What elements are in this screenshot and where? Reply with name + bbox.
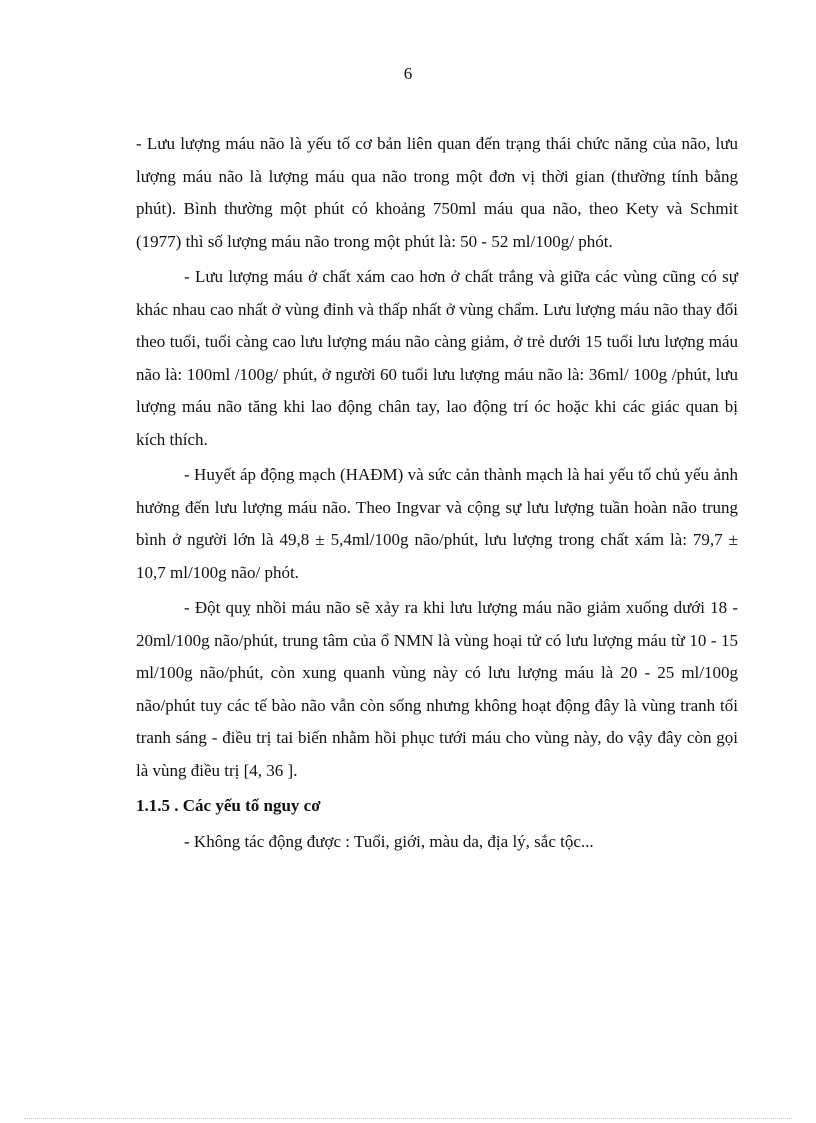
paragraph-arterial-pressure: - Huyết áp động mạch (HAĐM) và sức cản thành mạch là hai yếu tố chủ yếu ảnh hưởng đến lưu lượng máu não. Theo Ingvar và cộng sự lưu lượng tuần hoàn não trung bình ở người lớn là 49,8 ± 5,4ml/100g não/phút, lưu lượng trong chất xám là: 79,7 ± 10,7 ml/100g não/ phót. [136,465,738,582]
paragraph-cerebral-blood-flow: - Lưu lượng máu não là yếu tố cơ bản liên quan đến trạng thái chức năng của não, lưu lượng máu não là lượng máu qua não trong một đơn vị thời gian (thường tính bằng phút). Bình thường một phút có khoảng 750ml máu qua não, theo Kety và Schmit (1977) thì số lượng máu não trong một phút là: 50 - 52 ml/100g/ phót. [136,134,738,251]
paragraph-grey-white-matter: - Lưu lượng máu ở chất xám cao hơn ở chất trắng và giữa các vùng cũng có sự khác nhau cao nhất ở vùng đỉnh và thấp nhất ở vùng chẩm. Lưu lượng máu não thay đổi theo tuổi, tuổi càng cao lưu lượng máu não càng giảm, ở trẻ dưới 15 tuổi lưu lượng máu não là: 100ml /100g/ phút, ở người 60 tuổi lưu lượng máu não là: 36ml/ 100g /phút, lưu lượng máu não tăng khi lao động chân tay, lao động trí óc hoặc khi các giác quan bị kích thích. [136,267,738,449]
section-heading: 1.1.5 . Các yếu tố nguy cơ [136,796,321,815]
risk-factor-item: - Không tác động được : Tuổi, giới, màu da, địa lý, sắc tộc... [184,831,594,851]
page-bottom-divider [24,1118,792,1119]
paragraph-ischemic-stroke: - Đột quỵ nhồi máu não sẽ xảy ra khi lưu lượng máu não giảm xuống dưới 18 - 20ml/100g não/phút, trung tâm của ổ NMN là vùng hoại tử có lưu lượng máu từ 10 - 15 ml/100g não/phút, còn xung quanh vùng này có lưu lượng máu là 20 - 25 ml/100g não/phút tuy các tế bào não vẫn còn sống nhưng không hoạt động đây là vùng tranh tối tranh sáng - điều trị tai biến nhằm hồi phục tưới máu cho vùng này, do vậy đây còn gọi là vùng điều trị [4, 36 ]. [136,598,738,780]
page-number: 6 [403,64,413,83]
document-body [136,128,738,861]
